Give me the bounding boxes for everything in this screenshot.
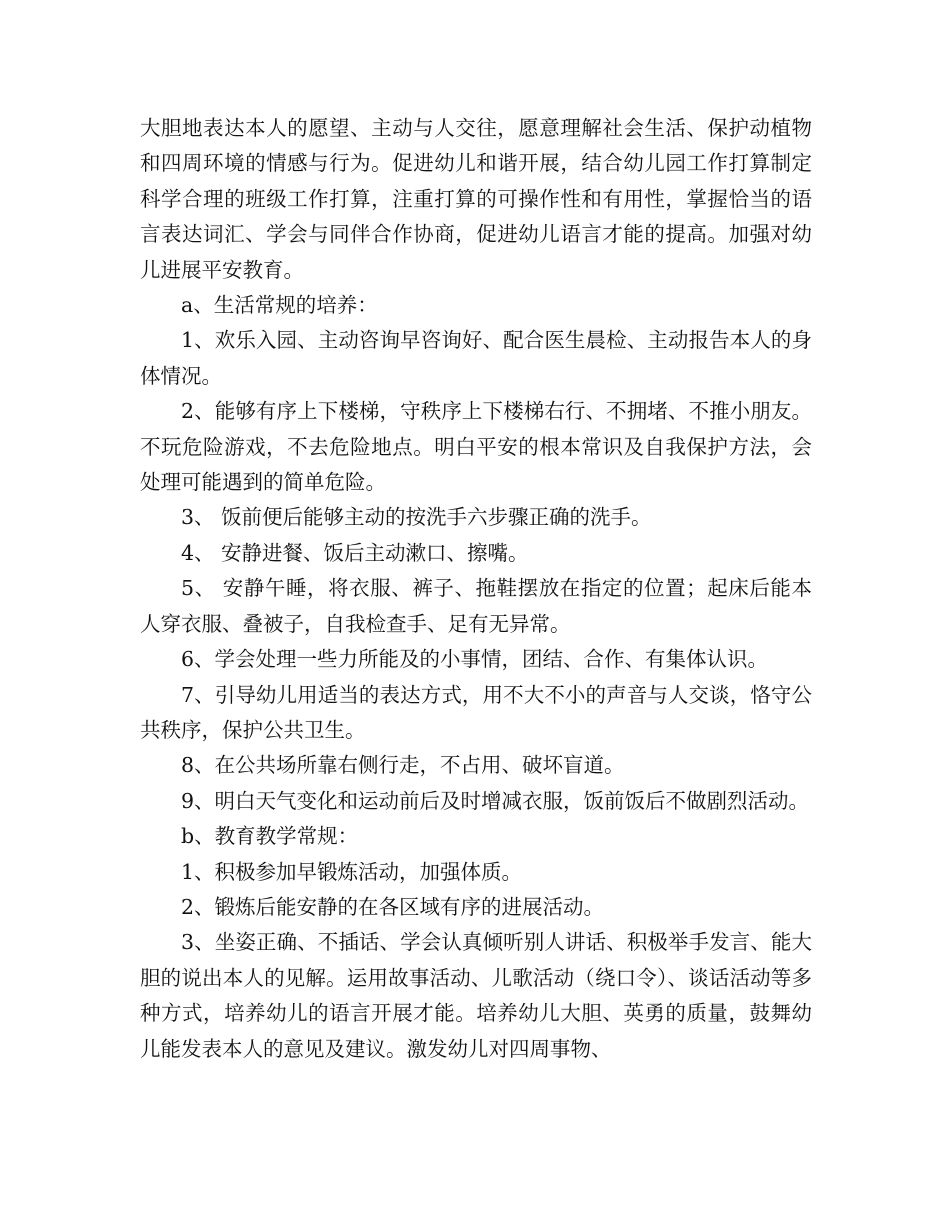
list-item: 9、明白天气变化和运动前后及时增减衣服，饭前饭后不做剧烈活动。 [181,788,810,813]
list-item: 2、能够有序上下楼梯，守秩序上下楼梯右行、不拥堵、不推小朋友。不玩危险游戏，不去危险地点。明白平安的根本常识及自我保护方法，会处理可能遇到的简单危险。 [140,399,812,495]
list-item: 8、在公共场所靠右侧行走，不占用、破坏盲道。 [181,753,625,778]
list-item: 4、 安静进餐、饭后主动漱口、擦嘴。 [181,540,529,565]
section-heading-life-routine: a、生活常规的培养： [181,293,378,318]
list-item: 1、欢乐入园、主动咨询早咨询好、配合医生晨检、主动报告本人的身体情况。 [140,328,812,388]
list-item: 1、积极参加早锻炼活动，加强体质。 [181,859,523,884]
document-body [140,111,812,1067]
list-item: 2、锻炼后能安静的在各区域有序的进展活动。 [181,894,605,919]
list-item: 3、 饭前便后能够主动的按洗手六步骤正确的洗手。 [181,505,652,530]
paragraph-intro: 大胆地表达本人的愿望、主动与人交往，愿意理解社会生活、保护动植物和四周环境的情感与行为。促进幼儿和谐开展，结合幼儿园工作打算制定科学合理的班级工作打算，注重打算的可操作性和有用性，掌握恰当的语言表达词汇、学会与同伴合作协商，促进幼儿语言才能的提高。加强对幼儿进展平安教育。 [140,116,812,282]
section-heading-teaching-routine: b、教育教学常规： [181,824,359,849]
list-item: 5、 安静午睡，将衣服、裤子、拖鞋摆放在指定的位置；起床后能本人穿衣服、叠被子，自我检查手、足有无异常。 [140,576,812,636]
list-item: 6、学会处理一些力所能及的小事情，团结、合作、有集体认识。 [181,647,769,672]
list-item: 7、引导幼儿用适当的表达方式，用不大不小的声音与人交谈，恪守公共秩序，保护公共卫生。 [140,682,812,742]
list-item: 3、坐姿正确、不插话、学会认真倾听别人讲话、积极举手发言、能大胆的说出本人的见解。运用故事活动、儿歌活动（绕口令）、谈话活动等多种方式，培养幼儿的语言开展才能。培养幼儿大胆、英勇的质量，鼓舞幼儿能发表本人的意见及建议。激发幼儿对四周事物、 [140,930,812,1061]
